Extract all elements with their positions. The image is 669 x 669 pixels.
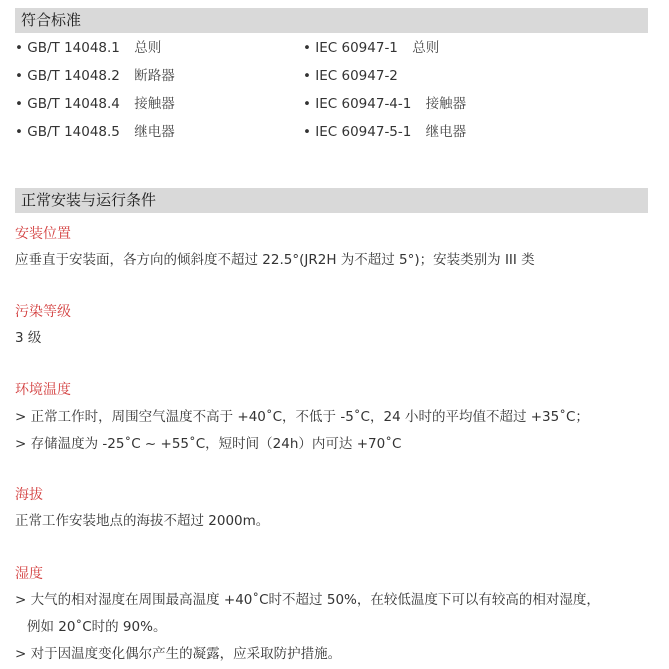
standard-code: IEC 60947-4-1 [315,96,412,112]
standards-list [15,40,648,152]
standard-name: 接触器 [425,96,467,112]
standard-item-left [15,124,175,140]
bullet: • [15,124,23,140]
standard-code: IEC 60947-5-1 [315,124,412,140]
standard-name: 继电器 [425,124,467,140]
temperature-line: > 存储温度为 -25˚C ~ +55˚C，短时间（24h）内可达 +70˚C [15,436,402,452]
standard-item-left [15,68,175,84]
standard-item-left [15,40,161,56]
standard-name: 断路器 [134,68,175,84]
standard-item-left [15,96,175,112]
temperature-section [15,381,655,453]
install-title: 安装位置 [15,226,71,242]
standard-name: 继电器 [134,124,175,140]
standard-row [15,96,648,124]
bullet: • [303,40,311,56]
humidity-line: > 对于因温度变化偶尔产生的凝露，应采取防护措施。 [15,646,342,662]
bullet: • [303,124,311,140]
temperature-line: > 正常工作时，周围空气温度不高于 +40˚C，不低于 -5˚C，24 小时的平均值不超过 +35˚C； [15,409,589,425]
standard-row [15,40,648,68]
pollution-text: 3 级 [15,330,42,346]
humidity-line: > 大气的相对湿度在周围最高温度 +40˚C时不超过 50%，在较低温度下可以有较高的相对湿度， [15,592,600,608]
bullet: • [303,96,311,112]
standard-item-right [303,124,466,140]
humidity-line-continued: 例如 20˚C时的 90%。 [27,619,167,635]
standard-row [15,124,648,152]
standard-row [15,68,648,96]
standard-code: GB/T 14048.4 [27,96,120,112]
install-section [15,225,655,269]
standard-code: IEC 60947-1 [315,40,398,56]
altitude-section [15,486,655,530]
humidity-section [15,565,655,663]
bullet: • [15,68,23,84]
bullet: • [303,68,311,84]
pollution-section [15,303,655,347]
standard-name: 总则 [412,40,440,56]
standard-code: IEC 60947-2 [315,68,398,84]
standard-name: 接触器 [134,96,175,112]
standard-code: GB/T 14048.1 [27,40,120,56]
standard-code: GB/T 14048.2 [27,68,120,84]
pollution-title: 污染等级 [15,304,71,320]
install-text: 应垂直于安装面，各方向的倾斜度不超过 22.5°(JR2H 为不超过 5°)；安装类别为 III 类 [15,252,535,268]
altitude-text: 正常工作安装地点的海拔不超过 2000m。 [15,513,270,529]
altitude-title: 海拔 [15,487,43,503]
standard-code: GB/T 14048.5 [27,124,120,140]
bullet: • [15,96,23,112]
humidity-title: 湿度 [15,566,43,582]
standards-heading: 符合标准 [15,8,648,33]
standard-name: 总则 [134,40,162,56]
bullet: • [15,40,23,56]
conditions-heading: 正常安装与运行条件 [15,188,648,213]
standard-item-right [303,96,466,112]
standard-item-right [303,68,408,84]
standard-item-right [303,40,439,56]
temperature-title: 环境温度 [15,382,71,398]
